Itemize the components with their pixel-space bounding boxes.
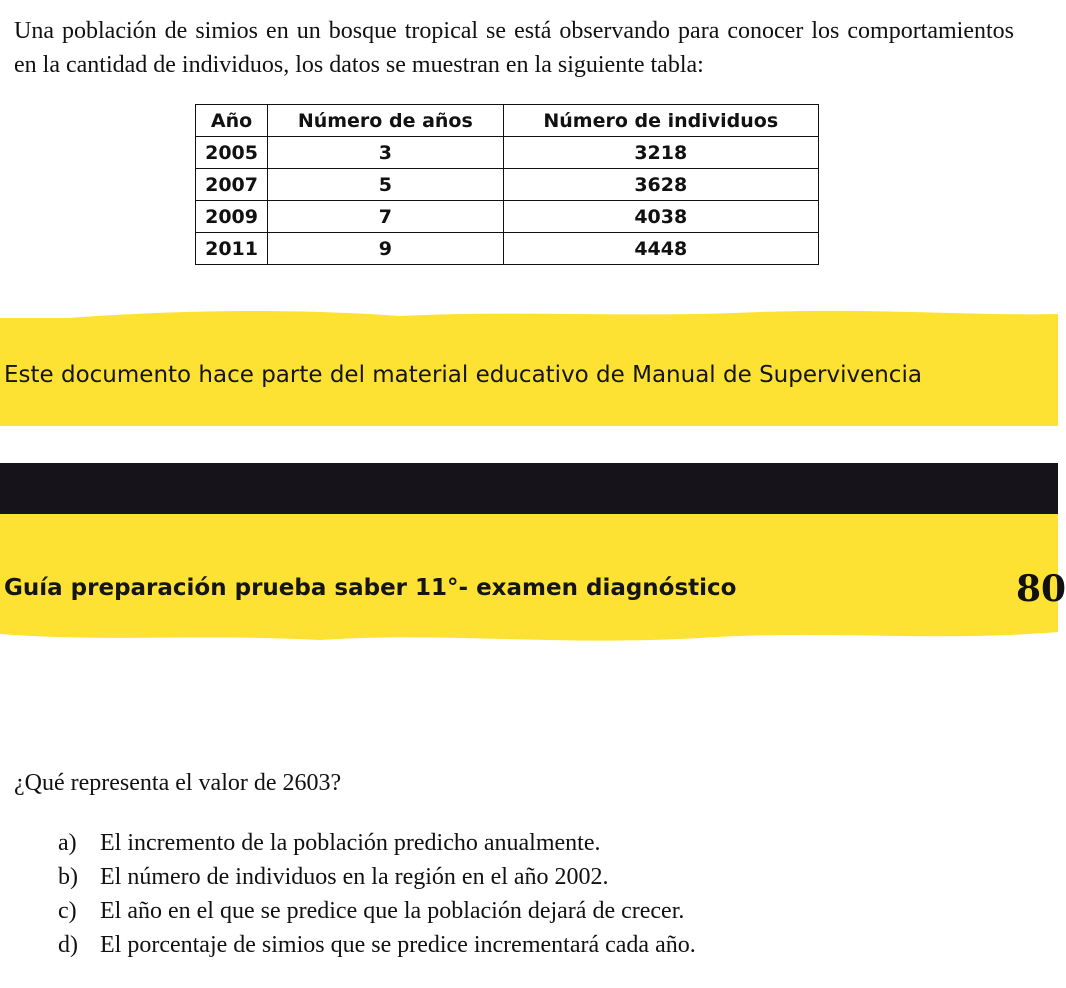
cell-individuals: 4448: [503, 233, 818, 265]
population-table: [195, 104, 819, 265]
cell-year: 2007: [196, 169, 268, 201]
cell-years-count: 7: [268, 201, 503, 233]
cell-year: 2005: [196, 137, 268, 169]
cell-years-count: 3: [268, 137, 503, 169]
option-d[interactable]: [58, 928, 696, 962]
guide-title-banner: [0, 514, 1058, 626]
cell-year: 2009: [196, 201, 268, 233]
dark-divider-band: [0, 463, 1058, 515]
question-text: ¿Qué representa el valor de 2603?: [14, 770, 342, 796]
page-number: 80: [1016, 568, 1066, 610]
option-letter: a): [58, 830, 77, 856]
option-letter: c): [58, 898, 77, 924]
cell-year: 2011: [196, 233, 268, 265]
table-row: [196, 169, 819, 201]
option-text: El año en el que se predice que la población dejará de crecer.: [100, 898, 685, 924]
option-c[interactable]: [58, 894, 696, 928]
cell-individuals: 4038: [503, 201, 818, 233]
table-row: [196, 201, 819, 233]
table-row: [196, 233, 819, 265]
answer-options: [58, 826, 696, 962]
table-row: [196, 137, 819, 169]
table-header-row: [196, 105, 819, 137]
header-years-count: Número de años: [268, 105, 503, 137]
option-b[interactable]: [58, 860, 696, 894]
cell-years-count: 9: [268, 233, 503, 265]
option-text: El porcentaje de simios que se predice incrementará cada año.: [100, 932, 696, 958]
cell-individuals: 3218: [503, 137, 818, 169]
option-text: El número de individuos en la región en el año 2002.: [100, 864, 609, 890]
option-text: El incremento de la población predicho anualmente.: [100, 830, 601, 856]
header-individuals: Número de individuos: [503, 105, 818, 137]
header-year: Año: [196, 105, 268, 137]
brush-stroke-bottom: [0, 620, 1058, 660]
option-letter: d): [58, 932, 78, 958]
cell-individuals: 3628: [503, 169, 818, 201]
cell-years-count: 5: [268, 169, 503, 201]
option-a[interactable]: [58, 826, 696, 860]
notice-text: Este documento hace parte del material educativo de Manual de Supervivencia: [4, 362, 922, 388]
intro-paragraph: Una población de simios en un bosque tropical se está observando para conocer los comportamientos en la cantidad de individuos, los datos se muestran en la siguiente tabla:: [14, 18, 1014, 78]
option-letter: b): [58, 864, 78, 890]
guide-title: Guía preparación prueba saber 11°- examen diagnóstico: [4, 575, 737, 601]
